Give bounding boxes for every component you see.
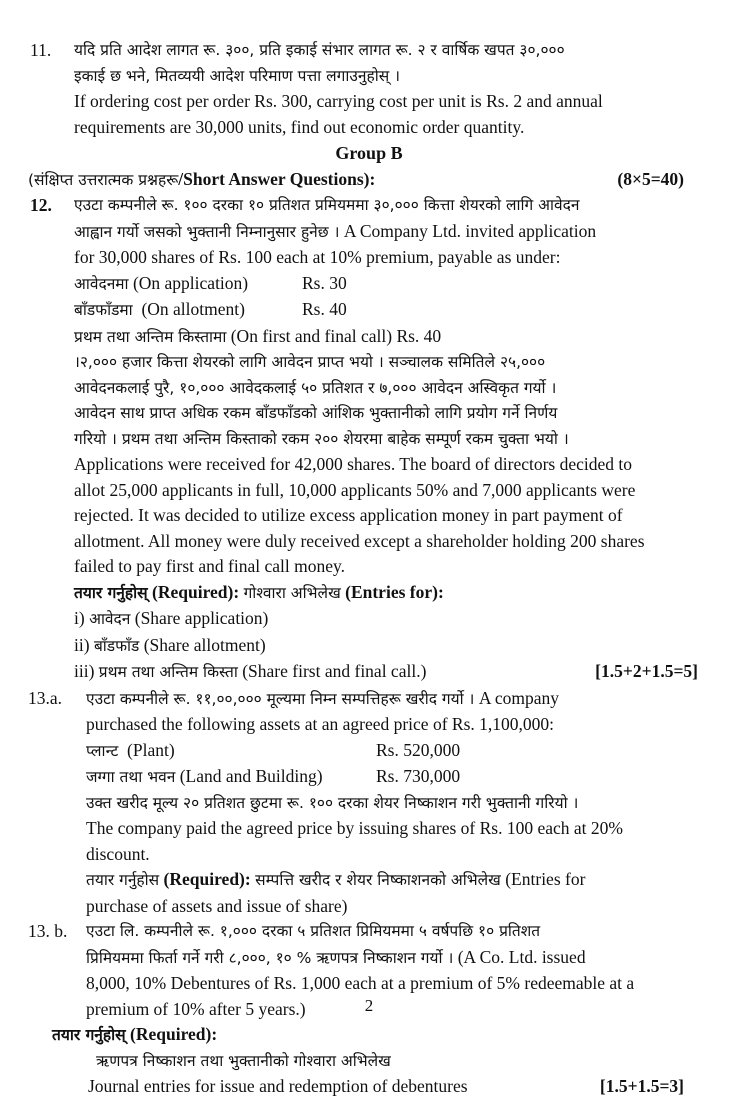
q13a-asset-row <box>86 764 712 791</box>
q12-required-en: (Required): <box>152 581 240 602</box>
question-12 <box>26 193 712 686</box>
q12-sub-item-np: प्रथम तथा अन्तिम किस्ता <box>98 663 238 681</box>
q13a-asset-row-amount: Rs. 730,000 <box>376 766 461 786</box>
question-13a-number: 13.a. <box>28 687 63 708</box>
q13b-required-line <box>26 1022 712 1049</box>
q13a-asset-row-label-en: (Land and Building) <box>179 766 323 786</box>
q12-line-2 <box>74 219 712 246</box>
q13a-asset-row <box>86 738 712 765</box>
q12-payable-row-label-np: आवेदनमा <box>74 274 129 293</box>
q13a-required-en2: (Entries for <box>505 869 586 889</box>
q12-sub-item-np: आवेदन <box>89 610 131 628</box>
question-13a <box>26 686 712 920</box>
q12-payable-row-label <box>74 271 302 298</box>
q13b-line-2-en: (A Co. Ltd. issued <box>453 946 586 967</box>
question-12-number: 12. <box>30 195 52 215</box>
question-13a-body <box>86 686 712 920</box>
q13a-line-1-en: A company <box>474 687 560 708</box>
question-11 <box>26 38 712 140</box>
q12-required-np2: गोश्वारा अभिलेख <box>243 583 341 602</box>
q13a-required-line <box>86 867 712 894</box>
group-b-title: Group B <box>335 143 403 163</box>
q13b-line-2 <box>86 945 712 972</box>
q13b-sub-row <box>26 1074 712 1100</box>
question-11-body <box>74 38 712 140</box>
q12-sub-item-en: (Share application) <box>134 608 269 628</box>
q11-line-3: If ordering cost per order Rs. 300, carrying cost per unit is Rs. 2 and annual <box>74 91 603 111</box>
q12-sub-item <box>74 606 712 633</box>
q13a-line-2: purchased the following assets at an agreed price of Rs. 1,100,000: <box>86 714 554 734</box>
q13a-line-5: discount. <box>86 843 150 864</box>
q13a-asset-row-label <box>86 738 376 765</box>
q13a-line-1-np: एउटा कम्पनीले रू. ११,००,००० मूल्यमा निम्न सम्पत्तिहरू खरीद गर्यो । <box>86 689 475 708</box>
question-12-body <box>74 193 712 686</box>
q13a-asset-row-amount: Rs. 520,000 <box>376 739 461 760</box>
q11-line-4: requirements are 30,000 units, find out economic order quantity. <box>74 116 525 137</box>
q12-required-en2: (Entries for): <box>345 581 444 602</box>
q13a-required-en: (Required): <box>163 869 251 889</box>
q13a-asset-row-label-np: जग्गा तथा भवन <box>86 768 176 786</box>
short-answer-header <box>26 166 712 193</box>
q12-sub-item-en: (Share allotment) <box>143 634 266 655</box>
q12-payable-row <box>74 271 712 298</box>
q12-payable-row-label-en: (On application) <box>132 272 249 293</box>
q12-para-np-1: ।२,००० हजार कित्ता शेयरको लागि आवेदन प्राप्त भयो । सञ्चालक समितिले २५,००० <box>74 353 546 371</box>
q13a-required-np: तयार गर्नुहोस <box>86 871 160 889</box>
short-answer-label-en: /Short Answer Questions): <box>178 169 376 189</box>
q12-line-2-en: A Company Ltd. invited application <box>339 220 597 241</box>
q13b-marks: [1.5+1.5=3] <box>599 1076 684 1096</box>
q13b-line-3: 8,000, 10% Debentures of Rs. 1,000 each at a premium of 5% redeemable at a <box>86 973 635 993</box>
q12-sub-item-marker: i) <box>74 608 85 628</box>
q12-payable-row-amount: Rs. 30 <box>302 272 347 293</box>
short-answer-label-np: (संक्षिप्त उत्तरात्मक प्रश्नहरू <box>28 171 179 189</box>
q12-payable-row-3-np: प्रथम तथा अन्तिम किस्तामा <box>74 327 227 346</box>
q12-line-2-np: आह्वान गर्यो जसको भुक्तानी निम्नानुसार हुनेछ । <box>74 222 340 241</box>
q12-sub-item-marker: ii) <box>74 634 90 655</box>
q12-para-np-4: गरियो । प्रथम तथा अन्तिम किस्ताको रकम २०० शेयरमा बाहेक सम्पूर्ण रकम चुक्ता भयो । <box>74 429 569 448</box>
q13a-line-1 <box>86 686 712 713</box>
q13b-required-np: तयार गर्नुहोस् <box>52 1026 126 1044</box>
q12-para-en-1: Applications were received for 42,000 shares. The board of directors decided to <box>74 454 633 474</box>
q12-payable-row-3-en: (On first and final call) Rs. 40 <box>230 325 442 346</box>
q11-line-2: इकाई छ भने, मितव्ययी आदेश परिमाण पत्ता लगाउनुहोस् । <box>74 66 400 85</box>
q12-marks: [1.5+2+1.5=5] <box>595 661 698 681</box>
q12-line-1: एउटा कम्पनीले रू. १०० दरका १० प्रतिशत प्रमियममा ३०,००० कित्ता शेयरको लागि आवेदन <box>74 196 580 214</box>
q13a-asset-row-label <box>86 764 376 791</box>
q13a-required-line-2: purchase of assets and issue of share) <box>86 895 348 916</box>
q12-payable-row-3 <box>74 324 712 351</box>
q13a-line-3: उक्त खरीद मूल्य २० प्रतिशत छुटमा रू. १०० दरका शेयर निष्काशन गरी भुक्तानी गरियो । <box>86 793 579 812</box>
q13a-line-4: The company paid the agreed price by issuing shares of Rs. 100 each at 20% <box>86 818 623 838</box>
q12-line-3: for 30,000 shares of Rs. 100 each at 10% premium, payable as under: <box>74 247 561 267</box>
q12-payable-row-label-en: (On allotment) <box>141 299 245 319</box>
q12-para-np-2: आवेदनकलाई पुरै, १०,००० आवेदकलाई ५० प्रतिशत र ७,००० आवेदन अस्विकृत गर्यो । <box>74 378 557 397</box>
q12-para-en-4: allotment. All money were duly received except a shareholder holding 200 shares <box>74 530 645 551</box>
q12-payable-row-label <box>74 297 302 324</box>
question-13b-number: 13. b. <box>28 921 68 941</box>
q13b-line-1: एउटा लि. कम्पनीले रू. १,००० दरका ५ प्रतिशत प्रिमियममा ५ वर्षपछि १० प्रतिशत <box>86 922 541 940</box>
question-11-number: 11. <box>30 40 52 60</box>
q13a-asset-row-label-en: (Plant) <box>127 739 175 760</box>
q11-line-1: यदि प्रति आदेश लागत रू. ३००, प्रति इकाई संभार लागत रू. २ र वार्षिक खपत ३०,००० <box>74 41 565 59</box>
q12-para-en-2: allot 25,000 applicants in full, 10,000 applicants 50% and 7,000 applicants were <box>74 479 636 500</box>
q12-sub-item <box>74 633 712 660</box>
group-b-marks: (8×5=40) <box>617 169 684 189</box>
q12-payable-row <box>74 297 712 324</box>
q13b-required-en: (Required): <box>130 1024 218 1044</box>
q12-sub-item <box>74 659 712 686</box>
q12-sub-item-marker: iii) <box>74 661 95 681</box>
q12-para-en-5: failed to pay first and final call money. <box>74 556 345 576</box>
q12-payable-row-label-np: बाँडफाँडमा <box>74 301 133 319</box>
page-number: 2 <box>364 996 374 1015</box>
q13b-sub-en: Journal entries for issue and redemption of debentures <box>88 1076 468 1096</box>
q12-required-np: तयार गर्नुहोस् <box>74 583 148 602</box>
q13a-required-np2: सम्पत्ति खरीद र शेयर निष्काशनको अभिलेख <box>255 871 501 889</box>
q12-required-line <box>74 580 712 607</box>
q12-payable-row-amount: Rs. 40 <box>302 299 347 319</box>
q12-sub-item-np: बाँडफाँड <box>93 636 140 655</box>
q13a-asset-row-label-np: प्लान्ट <box>86 741 119 760</box>
q13b-line-4: premium of 10% after 5 years.) <box>86 998 306 1019</box>
q13b-line-2-np: प्रिमियममा फिर्ता गर्ने गरी ८,०००, १० % ऋणपत्र निष्काशन गर्यो । <box>86 948 454 967</box>
q13b-sub-np: ऋणपत्र निष्काशन तथा भुक्तानीको गोश्वारा अभिलेख <box>96 1051 391 1070</box>
q12-sub-item-en: (Share first and final call.) <box>242 661 427 681</box>
q12-para-en-3: rejected. It was decided to utilize excess application money in part payment of <box>74 505 623 525</box>
q12-para-np-3: आवेदन साथ प्राप्त अधिक रकम बाँडफाँडको आंशिक भुक्तानीको लागि प्रयोग गर्ने निर्णय <box>74 404 558 422</box>
